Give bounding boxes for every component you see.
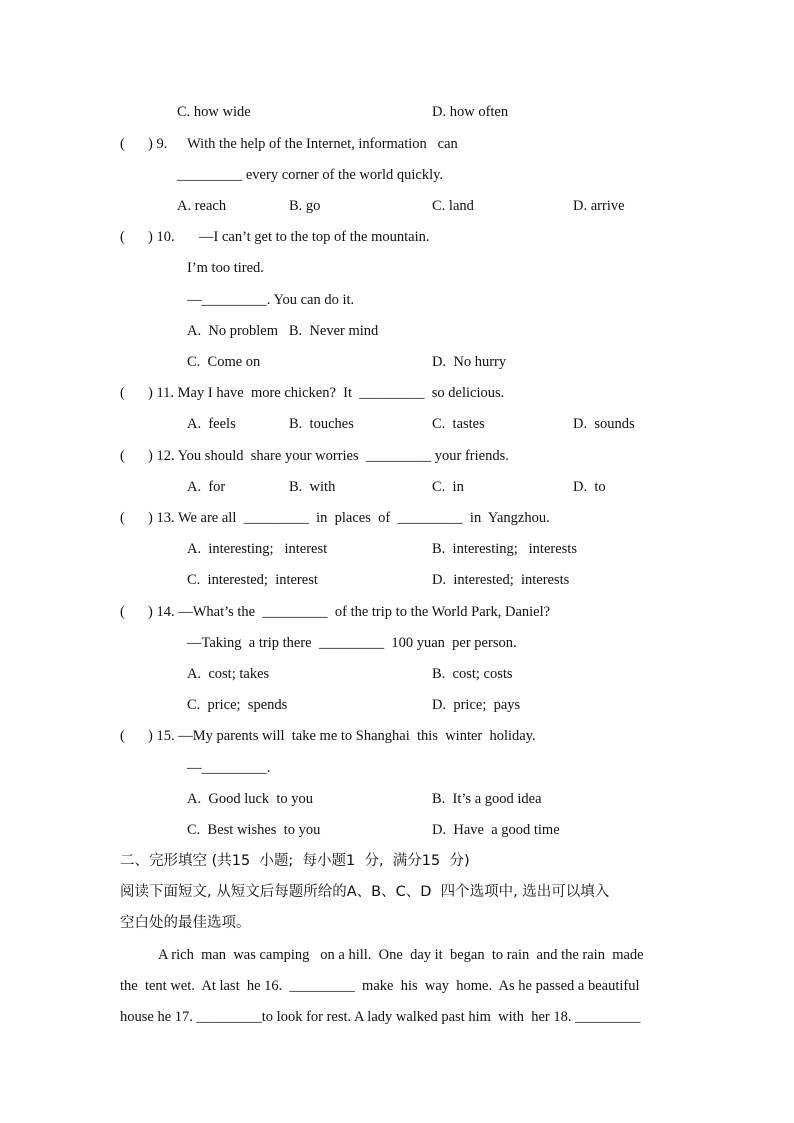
q15-option-b: B. It’s a good idea xyxy=(432,791,542,807)
q13-option-d: D. interested; interests xyxy=(432,572,570,588)
q12-option-c: C. in xyxy=(432,479,464,495)
q15-option-a: A. Good luck to you xyxy=(187,791,314,807)
q14-option-a: A. cost; takes xyxy=(187,666,270,682)
q10-stem-line1: —I can’t get to the top of the mountain. xyxy=(199,229,430,245)
q9-number: ) 9. xyxy=(148,136,168,152)
q13-option-b: B. interesting; interests xyxy=(432,541,577,557)
q14-answer-paren: ( xyxy=(120,604,125,620)
q15-option-c: C. Best wishes to you xyxy=(187,822,321,838)
q14-option-d: D. price; pays xyxy=(432,697,521,713)
q12-answer-paren: ( xyxy=(120,448,125,464)
q14-stem-line2: —Taking a trip there _________ 100 yuan per person. xyxy=(187,635,517,651)
q10-option-d: D. No hurry xyxy=(432,354,507,370)
section-instructions-line2: 空白处的最佳选项。 xyxy=(120,915,251,931)
q8-option-c: C. how wide xyxy=(177,104,251,120)
q14-stem-line1: ) 14. —What’s the _________ of the trip to the World Park, Daniel? xyxy=(148,604,551,620)
q11-option-d: D. sounds xyxy=(573,416,635,432)
section-instructions-line1: 阅读下面短文, 从短文后每题所给的A、B、C、D 四个选项中, 选出可以填入 xyxy=(120,884,610,900)
q10-option-ab: A. No problem B. Never mind xyxy=(187,323,379,339)
q13-stem: ) 13. We are all _________ in places of _________ in Yangzhou. xyxy=(148,510,550,526)
passage-line1: A rich man was camping on a hill. One day it began to rain and the rain made xyxy=(158,947,644,963)
q15-answer-paren: ( xyxy=(120,728,125,744)
q15-stem-line1: ) 15. —My parents will take me to Shanghai this winter holiday. xyxy=(148,728,536,744)
q8-option-d: D. how often xyxy=(432,104,509,120)
q11-option-c: C. tastes xyxy=(432,416,485,432)
q11-stem: ) 11. May I have more chicken? It _________ so delicious. xyxy=(148,385,505,401)
passage-line3: house he 17. _________to look for rest. A lady walked past him with her 18. _________ xyxy=(120,1009,641,1025)
q11-answer-paren: ( xyxy=(120,385,125,401)
q13-answer-paren: ( xyxy=(120,510,125,526)
q9-option-b: B. go xyxy=(289,198,321,214)
q9-answer-paren: ( xyxy=(120,136,125,152)
q10-number: ) 10. xyxy=(148,229,175,245)
q12-option-d: D. to xyxy=(573,479,606,495)
q10-stem-line2: I’m too tired. xyxy=(187,260,264,276)
q13-option-c: C. interested; interest xyxy=(187,572,318,588)
q9-option-d: D. arrive xyxy=(573,198,625,214)
q15-option-d: D. Have a good time xyxy=(432,822,560,838)
q11-option-a: A. feels xyxy=(187,416,236,432)
q10-option-c: C. Come on xyxy=(187,354,261,370)
q15-stem-line2: —_________. xyxy=(187,760,271,776)
passage-line2: the tent wet. At last he 16. _________ make his way home. As he passed a beautiful xyxy=(120,978,640,994)
q9-stem-line2: _________ every corner of the world quickly. xyxy=(177,167,444,183)
q9-option-a: A. reach xyxy=(177,198,227,214)
q12-option-b: B. with xyxy=(289,479,336,495)
q14-option-b: B. cost; costs xyxy=(432,666,513,682)
q12-stem: ) 12. You should share your worries _________ your friends. xyxy=(148,448,509,464)
q12-option-a: A. for xyxy=(187,479,226,495)
q14-option-c: C. price; spends xyxy=(187,697,288,713)
q9-option-c: C. land xyxy=(432,198,474,214)
q9-stem-line1: With the help of the Internet, information can xyxy=(187,136,458,152)
q13-option-a: A. interesting; interest xyxy=(187,541,328,557)
q10-answer-paren: ( xyxy=(120,229,125,245)
q11-option-b: B. touches xyxy=(289,416,354,432)
section-heading: 二、完形填空 (共15 小题; 每小题1 分, 满分15 分) xyxy=(120,853,470,869)
q10-stem-line3: —_________. You can do it. xyxy=(187,292,355,308)
